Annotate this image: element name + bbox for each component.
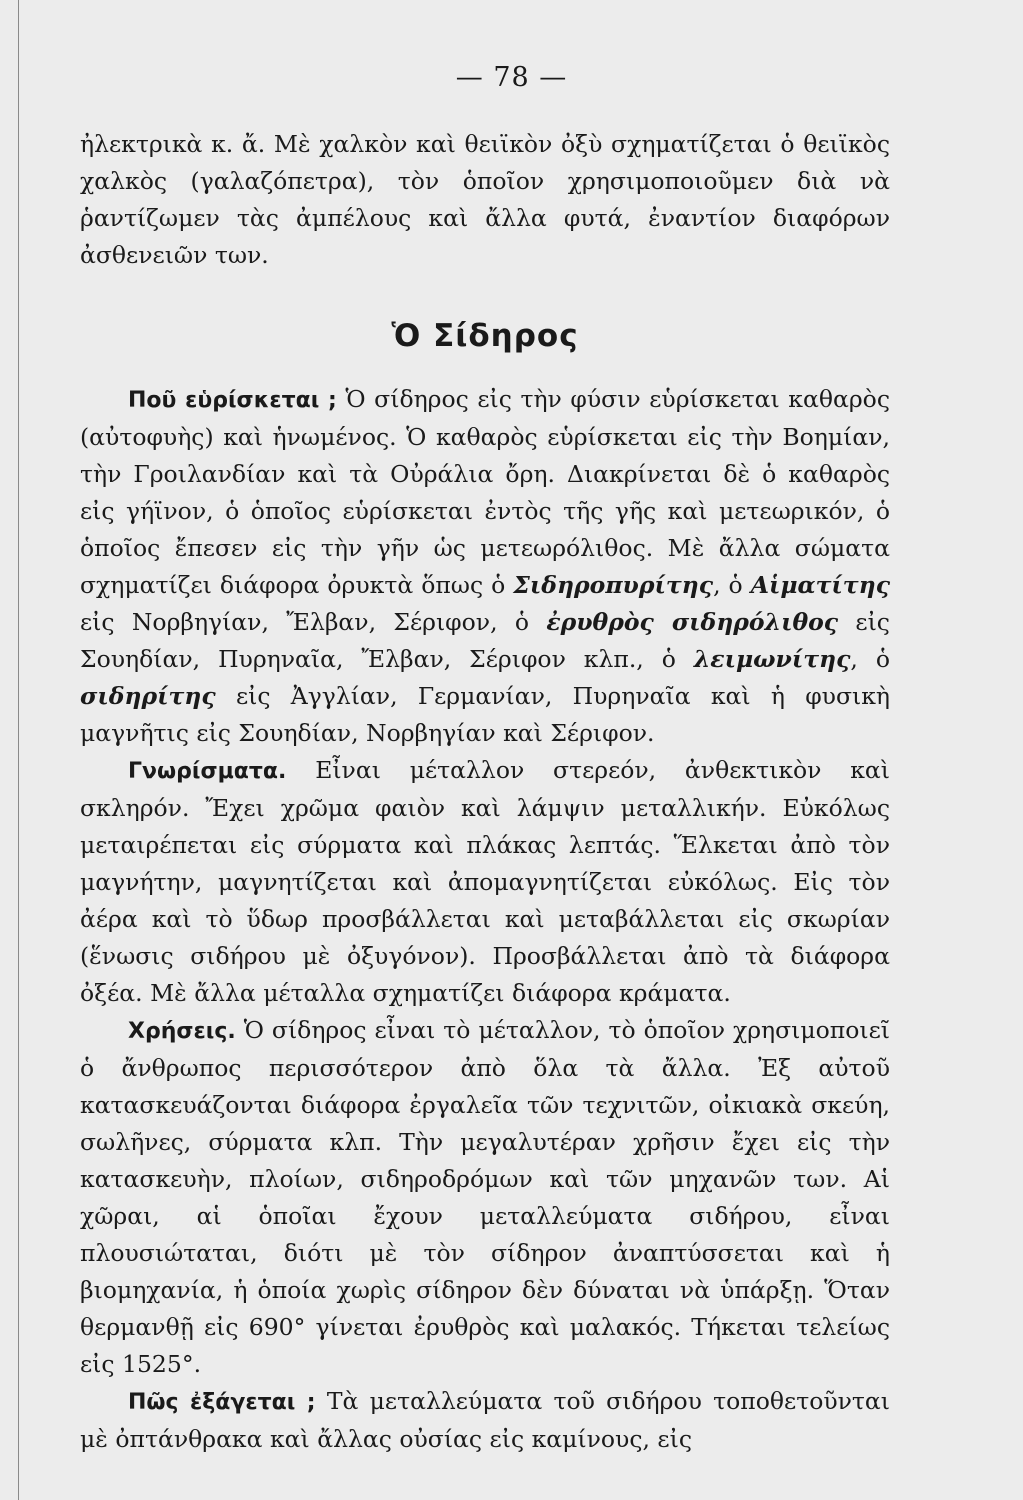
uses-heading: Χρήσεις. (128, 1019, 236, 1044)
intro-paragraph: ἠλεκτρικὰ κ. ἄ. Μὲ χαλκὸν καὶ θειϊκὸν ὀξὺ σχηματίζεται ὁ θειϊκὸς χαλκὸς (γαλαζόπετρα), τὸν ὁποῖον χρησιμοποιοῦμεν διὰ νὰ ῥαντίζωμεν τὰς ἀμπέλους καὶ ἄλλα φυτά, ἐναντίον διαφόρων ἀσθενειῶν των. (80, 130, 890, 269)
extraction-heading: Πῶς ἐξάγεται ; (128, 1390, 316, 1415)
properties-paragraph: Γνωρίσματα. Εἶναι μέταλλον στερεόν, ἀνθεκτικὸν καὶ σκληρόν. Ἔχει χρῶμα φαιὸν καὶ λάμψιν μεταλλικήν. Εὐκόλως μεταιρέπεται εἰς σύρματα καὶ πλάκας λεπτάς. Ἕλκεται ἀπὸ τὸν μαγνήτην, μαγνητίζεται καὶ ἀπομαγνητίζεται εὐκόλως. Εἰς τὸν ἀέρα καὶ τὸ ὕδωρ προσβάλλεται καὶ μεταβάλλεται εἰς σκωρίαν (ἕνωσις σιδήρου μὲ ὀξυγόνον). Προσβάλλεται ἀπὸ τὰ διάφορα ὀξέα. Μὲ ἄλλα μέταλλα σχηματίζει διάφορα κράματα. (80, 756, 890, 1007)
mineral-pyrite: Σιδηροπυρίτης (513, 571, 714, 599)
where-heading: Ποῦ εὑρίσκεται ; (128, 388, 337, 413)
uses-paragraph: Χρήσεις. Ὁ σίδηρος εἶναι τὸ μέταλλον, τὸ ὁποῖον χρησιμοποιεῖ ὁ ἄνθρωπος περισσότερον ἀπὸ ὅλα τὰ ἄλλα. Ἐξ αὐτοῦ κατασκευάζονται διάφορα ἐργαλεῖα τῶν τεχνιτῶν, οἰκιακὰ σκεύη, σωλῆνες, σύρματα κλπ. Τὴν μεγαλυτέραν χρῆσιν ἔχει εἰς τὴν κατασκευὴν, πλοίων, σιδηροδρόμων καὶ τῶν μηχανῶν των. Αἱ χῶραι, αἱ ὁποῖαι ἔχουν μεταλλεύματα σιδήρου, εἶναι πλουσιώταται, διότι μὲ τὸν σίδηρον ἀναπτύσσεται καὶ ἡ βιομηχανία, ἡ ὁποία χωρὶς σίδηρον δὲν δύναται νὰ ὑπάρξῃ. Ὅταν θερμανθῇ εἰς 690° γίνεται ἐρυθρὸς καὶ μαλακός. Τήκεται τελείως εἰς 1525°. (80, 1016, 890, 1378)
properties-heading: Γνωρίσματα. (128, 759, 287, 784)
body-text (80, 126, 890, 1458)
extraction-paragraph: Πῶς ἐξάγεται ; Τὰ μεταλλεύματα τοῦ σιδήρου τοποθετοῦνται μὲ ὀπτάνθρακα καὶ ἄλλας οὐσίας εἰς καμίνους, εἰς (80, 1387, 890, 1453)
mineral-red-ironstone: ἐρυθρὸς σιδηρόλιθος (546, 608, 839, 636)
mineral-siderite: σιδηρίτης (80, 682, 216, 710)
where-paragraph: Ποῦ εὑρίσκεται ; Ὁ σίδηρος εἰς τὴν φύσιν εὑρίσκεται καθαρὸς (αὐτοφυὴς) καὶ ἡνωμένος. Ὁ καθαρὸς εὑρίσκεται εἰς τὴν Βοημίαν, τὴν Γροιλανδίαν καὶ τὰ Οὐράλια ὄρη. Διακρίνεται δὲ ὁ καθαρὸς εἰς γήϊνον, ὁ ὁποῖος εὑρίσκεται ἐντὸς τῆς γῆς καὶ μετεωρικόν, ὁ ὁποῖος ἔπεσεν εἰς τὴν γῆν ὡς μετεωρόλιθος. Μὲ ἄλλα σώματα σχηματίζει διάφορα ὀρυκτὰ ὅπως ὁ Σιδηροπυρίτης, ὁ Αἱματίτης εἰς Νορβηγίαν, Ἔλβαν, Σέριφον, ὁ ἐρυθρὸς σιδηρόλιθος εἰς Σουηδίαν, Πυρηναῖα, Ἔλβαν, Σέριφον κλπ., ὁ λειμωνίτης, ὁ σιδηρίτης εἰς Ἀγγλίαν, Γερμανίαν, Πυρηναῖα καὶ ἡ φυσικὴ μαγνῆτις εἰς Σουηδίαν, Νορβηγίαν καὶ Σέριφον. (80, 385, 890, 747)
page-edge-line (18, 0, 19, 1500)
mineral-limonite: λειμωνίτης (693, 645, 851, 673)
mineral-hematite: Αἱματίτης (750, 571, 890, 599)
section-title: Ὁ Σίδηρος (391, 318, 579, 354)
page-number: — 78 — (455, 62, 568, 93)
